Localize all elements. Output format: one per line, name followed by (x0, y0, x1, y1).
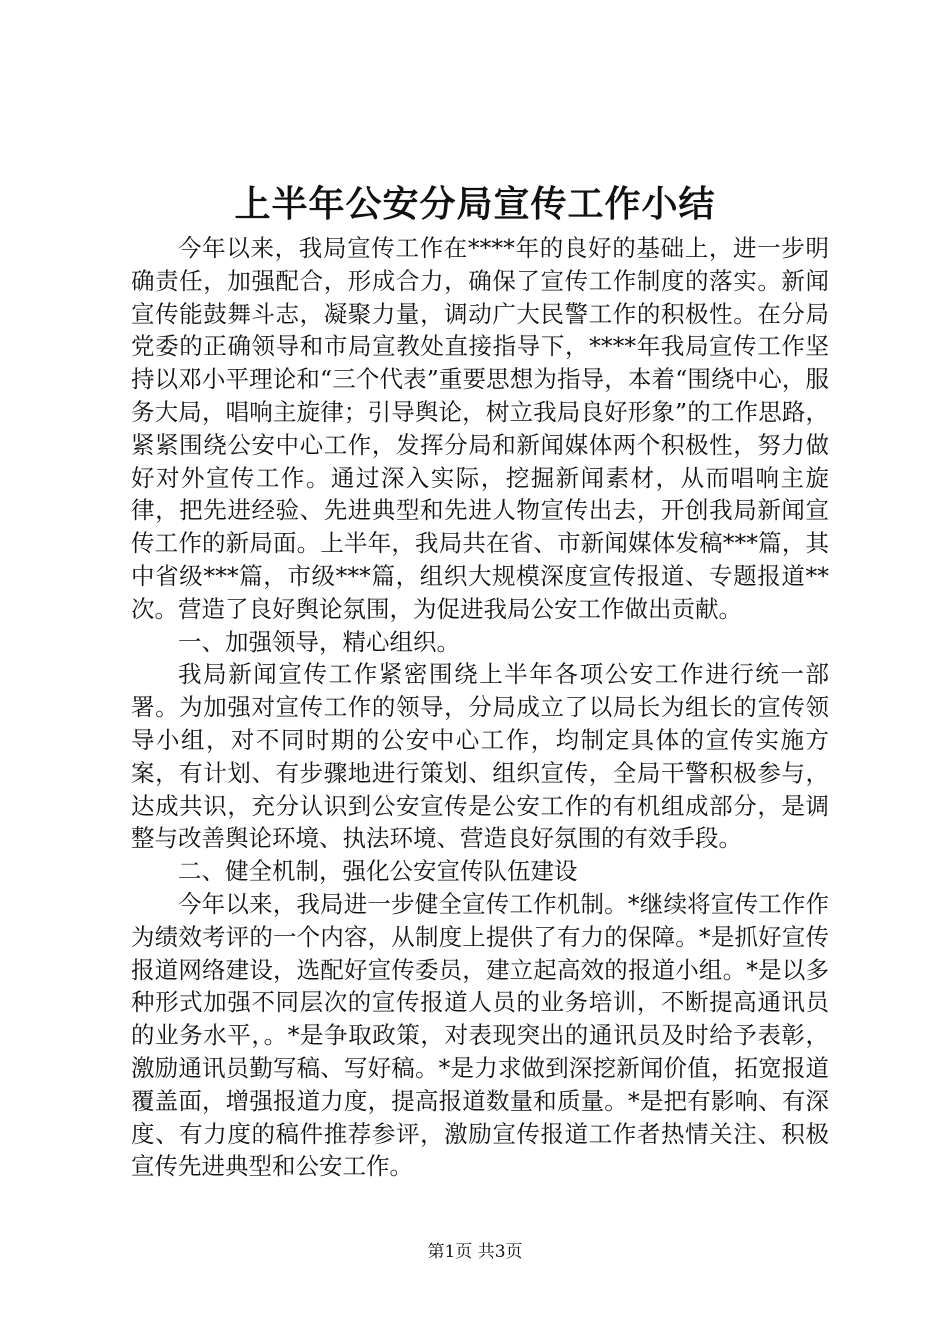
section-2-paragraph: 今年以来，我局进一步健全宣传工作机制。*继续将宣传工作作为绩效考评的一个内容，从制度上提供了有力的保障。*是抓好宣传报道网络建设，选配好宣传委员，建立起高效的报道小组。*是以多种形式加强不同层次的宣传报道人员的业务培训，不断提高通讯员的业务水平，。*是争取政策，对表现突出的通讯员及时给予表彰，激励通讯员勤写稿、写好稿。*是力求做到深挖新闻价值，拓宽报道覆盖面，增强报道力度，提高报道数量和质量。*是把有影响、有深度、有力度的稿件推荐参评，激励宣传报道工作者热情关注、积极宣传先进典型和公安工作。 (131, 889, 829, 1181)
section-1-paragraph: 我局新闻宣传工作紧密围绕上半年各项公安工作进行统一部署。为加强对宣传工作的领导，分局成立了以局长为组长的宣传领导小组，对不同时期的公安中心工作，均制定具体的宣传实施方案，有计划、有步骤地进行策划、组织宣传，全局干警积极参与，达成共识，充分认识到公安宣传是公安工作的有机组成部分，是调整与改善舆论环境、执法环境、营造良好氛围的有效手段。 (131, 660, 829, 853)
document-body (131, 232, 829, 1183)
document-title: 上半年公安分局宣传工作小结 (234, 183, 716, 225)
page-footer: 第1页 共3页 (427, 1242, 523, 1262)
intro-paragraph: 今年以来，我局宣传工作在****年的良好的基础上，进一步明确责任，加强配合，形成合力，确保了宣传工作制度的落实。新闻宣传能鼓舞斗志，凝聚力量，调动广大民警工作的积极性。在分局党委的正确领导和市局宣教处直接指导下，****年我局宣传工作坚持以邓小平理论和“三个代表”重要思想为指导，本着“围绕中心，服务大局，唱响主旋律；引导舆论，树立我局良好形象”的工作思路，紧紧围绕公安中心工作，发挥分局和新闻媒体两个积极性，努力做好对外宣传工作。通过深入实际，挖掘新闻素材，从而唱响主旋律，把先进经验、先进典型和先进人物宣传出去，开创我局新闻宣传工作的新局面。上半年，我局共在省、市新闻媒体发稿***篇，其中省级***篇，市级***篇，组织大规模深度宣传报道、专题报道**次。营造了良好舆论氛围，为促进我局公安工作做出贡献。 (131, 234, 829, 623)
section-heading-1: 一、加强领导，精心组织。 (178, 627, 460, 656)
section-heading-2: 二、健全机制，强化公安宣传队伍建设 (178, 857, 578, 886)
